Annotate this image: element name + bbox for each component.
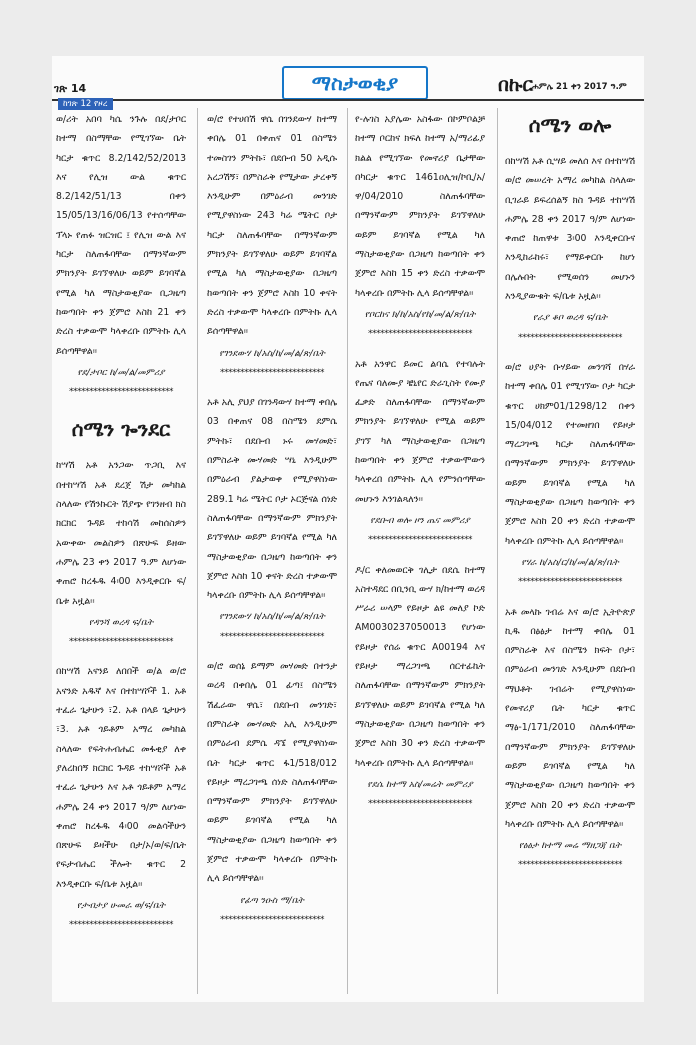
column-divider	[197, 108, 198, 994]
region-heading: ሰሜን ወሎ	[528, 113, 612, 137]
notice-signature: የሃራ ከ/አስ/ር/ከ/መ/ል/ጽ/ቤት	[521, 557, 619, 568]
notice-signature: የቦርከና ክ/ከ/አስ/የከ/መ/ል/ጽ/ቤት	[364, 309, 476, 320]
notice-signature: የገንደውሃ ከ/አስ/ከ/መ/ል/ጽ/ቤት	[219, 612, 325, 623]
newspaper-brand: በኩር	[498, 74, 533, 96]
notice-signature: የራያ ቆቦ ወረዳ ፍ/ቤት	[532, 313, 608, 324]
notice-text: የ-ሉገስ አያሌው አስፋው በኮምቦልቻ ከተማ ቦርከና ክፍለ ከተማ አ/ማሪፊያ ክልል የሚገኘው የመኖሪያ ቤታቸው በካርታ ቁጥር 1461ዐሊዝ/ኮቢ/አ/ዋ/04/2010 ስለጠፋባቸው በማንኛውም ምክንያት ይገኘዋለሁ ወይም ይገባኛል የሚል ካለ ማስታወቂያው በጋዜጣ ከወጣበት ቀን ጀምሮ እስከ 15 ቀን ድረስ ተቃውሞ ካላቀረቡ በምትኩ ሊላ ይሰጣቸዋል፡፡	[355, 114, 485, 299]
notice-separator: **************************	[69, 637, 173, 648]
column-3	[355, 110, 485, 824]
notice-text: ወ/ሪት አበባ ካሴ ንጉሉ በደ/ታቦር ከተማ በስማቸው የሚገኘው ቤት ካርታ ቁጥር 8.2/142/52/2013 እና የሊዝ ውል ቁጥር 8.2/142/51/13 በቀን 15/05/13/16/06/13 የተሰጣቸው ፕላኑ የጠፉ ዝርዝር ፤ የሊዝ ውል እና ካርታ ስለጠፋባቸው በማንኛውም ምክንያት ይገኘዋለሁ ወይም ይገባኛል የሚል ካለ ማስታወቂያው ቢጋዜጣ ከወጣበት ቀን ጀምሮ እስከ 21 ቀን ድረስ ተቃውሞ ካላቀረቡ በምትኩ ሊላ ይሰጣቸዋል፡፡	[56, 114, 186, 357]
notice-separator: **************************	[220, 631, 324, 642]
notice-separator: **************************	[69, 387, 173, 398]
notice-text: አቶ አንዋር ይመር ልባሴ የተባሉት የጤና ባለሙያ ቼኒየር ድራጊስት የሙያ ፈቃድ ስለጠፋባቸው በማንኛውም ምክንያት ይገኘዋለሁ የሚል ወይም ያገኘ ካለ ማስታወቂያው በጋዜጣ ከወጣበት ቀን ጀምሮ ተቃውሞውን ካላቀረበ በምትኩ ሊላ የምንሰጣቸው መሆኑን እንገልጻለን፡፡	[355, 358, 485, 505]
notice-text: ከሣሽ አቶ አንጋው ጥጋቢ እና በተከሣሽ አቶ ደረጀ ሽታ መካከል ስላለው የሽንኩርት ሽያጭ የገንዘብ ክስ ክርክር ጉዳይ ተከሳሽ መከሰስዎን አውቀው መልስዎን በጽሁፍ ይዘው ሐምሌ 23 ቀን 2017 ዓ.ም ለሆነው ቀጠሮ ከረፋዱ 4፡00 እንዲቀርቡ ፍ/ቤቱ አዟል፡፡	[56, 460, 186, 607]
notice-signature: የገንደውሃ ከ/አስ/ከ/መ/ል/ጽ/ቤት	[219, 348, 325, 359]
issue-date: ሐምሌ 21 ቀን 2017 ዓ.ም	[532, 82, 627, 92]
notice-signature: የደሴ ከተማ አስ/መሬት መምሪያ	[367, 779, 473, 790]
notice-text: አቶ አሊ ያህያ በገንዳውሃ ከተማ ቀበሌ 03 በቀጠና 08 በስሜን ደምሴ ምትኩ፣ በደቡብ ኑሩ መሃመድ፣ በምስራቅ ሙሃመድ ሣኒ እንዲሁም በምዕራብ ያልታወቀ የሚያዋስነው 289.1 ካሬ ሜትር ቦታ ኦርጅናል ሰነድ ስለጠፋባቸው በማንኛውም ምክንያት ይገኘዋለሁ ወይም ይገባኛል የሚል ካለ ማስታወቂያው በጋዜጣ ከወጣበት ቀን ጀምሮ እስከ 10 ቀናት ድረስ ተቃውሞ ካላቀረቡ በምትኩ ሊላ ይሰጣቸዋል፡፡	[207, 397, 337, 602]
column-divider	[347, 108, 348, 994]
region-heading: ሰሜን ጐንደር	[71, 417, 171, 442]
notice-separator: **************************	[220, 914, 324, 925]
page-number: ገጽ 14	[54, 82, 87, 95]
notice-separator: **************************	[368, 329, 472, 340]
notice-separator: **************************	[69, 920, 173, 931]
column-4	[505, 110, 635, 886]
notice-signature: የፊጣ ንዑስ ማ/ቤት	[239, 895, 304, 906]
continuation-tag: ከገጽ 12 የዞረ	[58, 98, 113, 110]
notice-signature: የደቡብ ወሎ ዞን ጤና መምሪያ	[370, 515, 470, 526]
notice-separator: **************************	[518, 332, 622, 343]
notice-text: አቶ መላኩ ገብሬ እና ወ/ሮ ኢትዮጵያ ኪዱ በፅፅታ ከተማ ቀበሌ 01 በምስራቅ እና በስሜን ክፍት ቦታ፣ በምዕራብ መንገድ እንዲሁም በደቡብ ማህቶት ገብሬት የሚያዋስነው የመኖሪያ ቤት ካርታ ቁጥር ማፅ-1/171/2010 ስለጠፋባቸው በማንኛውም ምክንያት ይገኘዋለሁ ወይም ይገባኛል የሚል ካለ ማስታወቂያው በጋዜጣ ከወጣበት ቀን ጀምሮ እስከ 20 ቀን ድረስ ተቃውሞ ካላቀረቡ በምትኩ ሊላ ይሰጣቸዋል፡፡	[505, 606, 635, 830]
notice-separator: **************************	[220, 367, 324, 378]
column-2	[207, 110, 337, 940]
notice-text: ወ/ሮ የተሀበሽ ዋሴ በገንደውሃ ከተማ ቀበሌ 01 በቀጠና 01 በስሜን ተመስገን ምትኩ፣ በደቡብ 50 አዲሱ አረጋሽኝ፣ በምስራቅ የሚታው ታረቀኝ እንዲሁም በምዕራብ መንገድ የሚያዋስነው 243 ካሬ ሜትር ቦታ ካርታ ስለጠፋባቸው በማንኛውም ምክንያት ይገኘዋለሁ ወይም ይገባኛል የሚል ካለ ማስታወቂያው በጋዜጣ ከወጣበት ቀን ጀምሮ እስከ 10 ቀናት ድረስ ተቃውሞ ካላቀረቡ በምትኩ ሊላ ይሰጣቸዋል፡፡	[207, 114, 337, 338]
notice-signature: የዳንሻ ወረዳ ፍ/ቤት	[88, 617, 154, 628]
notice-signature: የደ/ታቦር ከ/መ/ል/መምሪያ	[77, 367, 165, 378]
notice-signature: የታብታያ ሁመራ ወ/ፍ/ቤት	[76, 900, 166, 911]
notice-separator: **************************	[368, 535, 472, 546]
column-1	[56, 110, 186, 946]
notice-text: ወ/ሮ ወሰኔ ይማም መሃመድ በተንታ ወረዳ በቀበሌ 01 ፊጣ፤ በስሜን ሽፈራው ዋሴ፣ በደቡብ መንገድ፣ በምስራቅ ሙሃመድ አሊ እንዲሁም በምዕራብ ደምሴ ዳኜ የሚያዋስነው ቤት ካርታ ቁጥር ፋ1/518/012 የይዞታ ማረጋገጫ ሰነድ ስለጠፋባቸው በማንኛውም ምክንያት ይገኘዋለሁ ወይም ይገባኛል የሚል ካለ ማስታወቂያው በጋዜጣ ከወጣበት ቀን ጀምሮ ተቃውሞ ካላቀረቡ በምትኩ ሊላ ይሰጣቸዋል፡፡	[207, 661, 337, 885]
masthead-title: ማስታወቂያ	[282, 66, 428, 100]
notice-text: በከሣሽ አቶ ሲሣይ መለሰ እና በተከሣሽ ወ/ሮ መሠረት አማረ መካከል ስላለው ቢገራይ ይፍረሰልኝ ክስ ጉዳይ ተከሣሽ ሐምሌ 28 ቀን 2017 ዓ/ም ለሆነው ቀጠሮ ከጠዋቱ 3፡00 እንዲቀርቡና እንዲከራከሩ፣ የማይቀርቡ ከሆነ በሌሉበት የሚወሰን መሆኑን እንዲያውቁት ፍ/ቤቱ አዟል፡፡	[505, 156, 635, 303]
column-divider	[497, 108, 498, 994]
notice-text: ወ/ሮ ሀያት ቡሃይው መንገሻ በሃራ ከተማ ቀበሌ 01 የሚገኘው ቦታ ካርታ ቁጥር ሀክም01/1298/12 በቀን 15/04/012 የተመዘገበ የይዞታ ማረጋገጫ ካርታ ስለጠፋባቸው በማንኛውም ምክንያት ይገኘዋለሁ ወይም ይገባኛል የሚል ካለ ማስታወቂያው በጋዜጣ ከወጣበት ቀን ጀምሮ እስከ 20 ቀን ድረስ ተቃውሞ ካላቀረቡ በምትኩ ሊላ ይሰጣቸዋል፡፡	[505, 361, 635, 547]
newspaper-page	[52, 56, 644, 1002]
notice-text: ዶ/ር ቀለመወርቅ ገሊታ በደሴ ከተማ አስተዳደር በቢንቢ ውሃ ክ/ከተማ ወረዳ ሥራሪ ሠላም የይዞታ ልዩ መለያ ኮድ AM0030237050013 የሆነው የይዞታ የሰሬ ቁጥር A00194 እና የይዞታ ማረጋገጫ ሰርተፊኬት ስለጠፋባቸው በማንኛውም ምክንያት ይገኘዋለሁ ወይም ይገባኛል የሚል ካለ ማስታወቂያው በጋዜጣ ከወጣበት ቀን ጀምሮ እስከ 30 ቀን ድረስ ተቃውሞ ካላቀረቡ በምትኩ ሊላ ይሰጣቸዋል፡፡	[355, 564, 485, 769]
notice-separator: **************************	[518, 577, 622, 588]
notice-separator: **************************	[368, 799, 472, 810]
notice-separator: **************************	[518, 860, 622, 871]
header-rule	[52, 99, 644, 101]
notice-signature: የፅፅታ ከተማ መሬ ማዘጋጃ ቤት	[518, 841, 622, 852]
notice-text: በከሣሽ አናንይ ለበበች ወ/ል ወ/ሮ አናንድ አዱኛ እና በተከሣሾች 1. አቶ ተፈራ ጌታሁን ፣2. አቶ በላይ ጌታሁን ፣3. አቶ ጎይቶም አማረ መካከል ስላለው የፍትሐብሔር መፋቂያ ለቀ ያለረከበኝ ክርክር ጉዳይ ተከሣሾች አቶ ተፈራ ጌታሁን እና አቶ ጎይቶም አማረ ሐምሌ 24 ቀን 2017 ዓ/ም ለሆነው ቀጠሮ ከረፋዱ 4፡00 መልሳችሁን በጽሁፍ ይዛችሁ በታ/ኦ/ወ/ፍ/ቤት የፍታብሔር ችሎት ቁጥር 2 እንዲቀርቡ ፍ/ቤቱ አዟል፡፡	[56, 666, 186, 890]
